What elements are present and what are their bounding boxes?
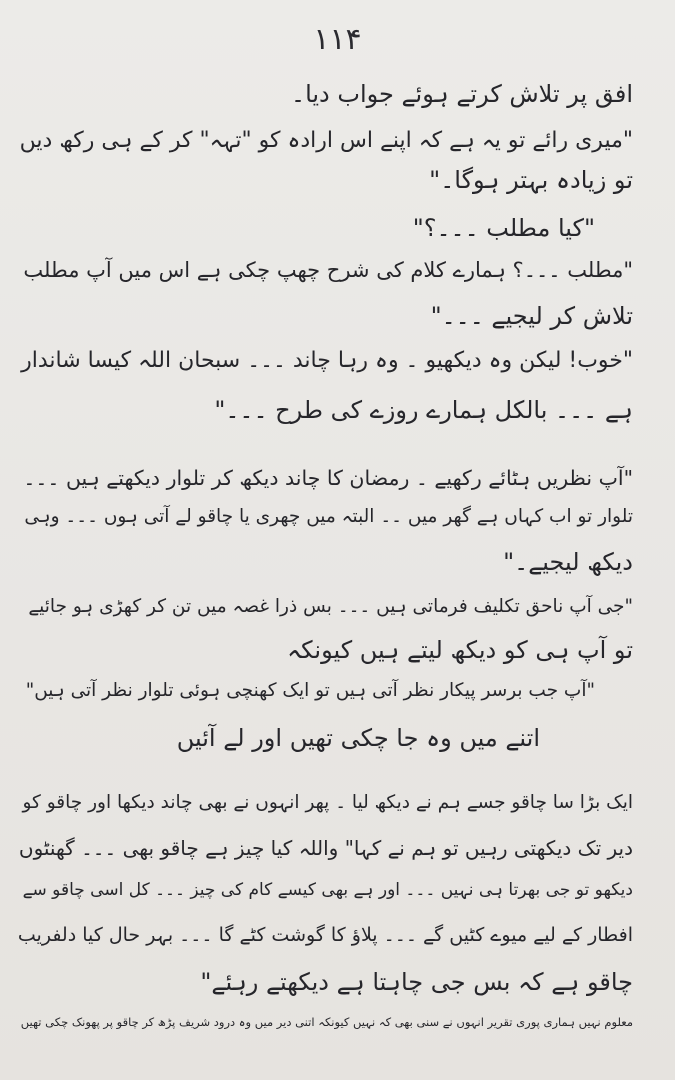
text-line-21: معلوم نہیں ہماری پوری تقریر انہوں نے سنی بھی کہ نہیں کیونکہ اتنی دیر میں وہ درود شریف پڑھ کر چاقو پر پھونک چکی تھیں: [20, 1015, 633, 1029]
text-line-12: "جی آپ ناحق تکلیف فرماتی ہیں ۔۔۔ بس ذرا غصہ میں تن کر کھڑی ہو جائیے: [28, 596, 633, 617]
text-line-11: دیکھ لیجیے۔": [503, 548, 633, 576]
text-line-3: تو زیادہ بہتر ہوگا۔": [429, 166, 633, 194]
text-line-18: دیکھو تو جی بھرتا ہی نہیں ۔۔۔ اور ہے بھی کیسے کام کی چیز ۔۔۔ کل اسی چاقو سے: [22, 880, 633, 900]
page-number: ۱۱۴: [313, 22, 362, 57]
text-line-8: ہے ۔۔۔ بالکل ہمارے روزے کی طرح ۔۔۔": [214, 396, 633, 424]
text-line-9: "آپ نظریں ہٹائے رکھیے ۔ رمضان کا چاند دیکھ کر تلوار دیکھتے ہیں ۔۔۔: [23, 466, 633, 490]
text-line-4: "کیا مطلب ۔۔۔؟": [412, 214, 595, 242]
text-line-19: افطار کے لیے میوے کٹیں گے ۔۔۔ پلاؤ کا گوشت کٹے گا ۔۔۔ بہر حال کیا دلفریب: [17, 924, 633, 946]
text-line-2: "میری رائے تو یہ ہے کہ اپنے اس ارادہ کو "تہہ" کر کے ہی رکھ دیں: [19, 128, 633, 153]
text-line-16: ایک بڑا سا چاقو جسے ہم نے دیکھ لیا ۔ پھر انہوں نے بھی چاند دیکھا اور چاقو کو: [22, 792, 633, 813]
text-line-13: تو آپ ہی کو دیکھ لیتے ہیں کیونکہ: [287, 636, 633, 664]
text-line-14: "آپ جب برسر پیکار نظر آتی ہیں تو ایک کھنچی ہوئی تلوار نظر آتی ہیں": [25, 680, 595, 701]
text-line-10: تلوار تو اب کہاں ہے گھر میں ۔۔ البتہ میں چھری یا چاقو لے آتی ہوں ۔۔۔ وہی: [24, 506, 633, 527]
text-line-1: افق پر تلاش کرتے ہوئے جواب دیا۔: [291, 80, 633, 108]
text-line-20: چاقو ہے کہ بس جی چاہتا ہے دیکھتے رہئے": [200, 968, 633, 996]
text-line-5: "مطلب ۔۔۔؟ ہمارے کلام کی شرح چھپ چکی ہے اس میں آپ مطلب: [23, 258, 633, 282]
text-line-17: دیر تک دیکھتی رہیں تو ہم نے کہا" واللہ کیا چیز ہے چاقو بھی ۔۔۔ گھنٹوں: [18, 836, 633, 860]
text-line-6: تلاش کر لیجیے ۔۔۔": [430, 302, 633, 330]
text-line-7: "خوب! لیکن وہ دیکھیو ۔ وہ رہا چاند ۔۔۔ سبحان اللہ کیسا شاندار: [21, 348, 633, 373]
text-line-15: اتنے میں وہ جا چکی تھیں اور لے آئیں: [176, 724, 540, 752]
